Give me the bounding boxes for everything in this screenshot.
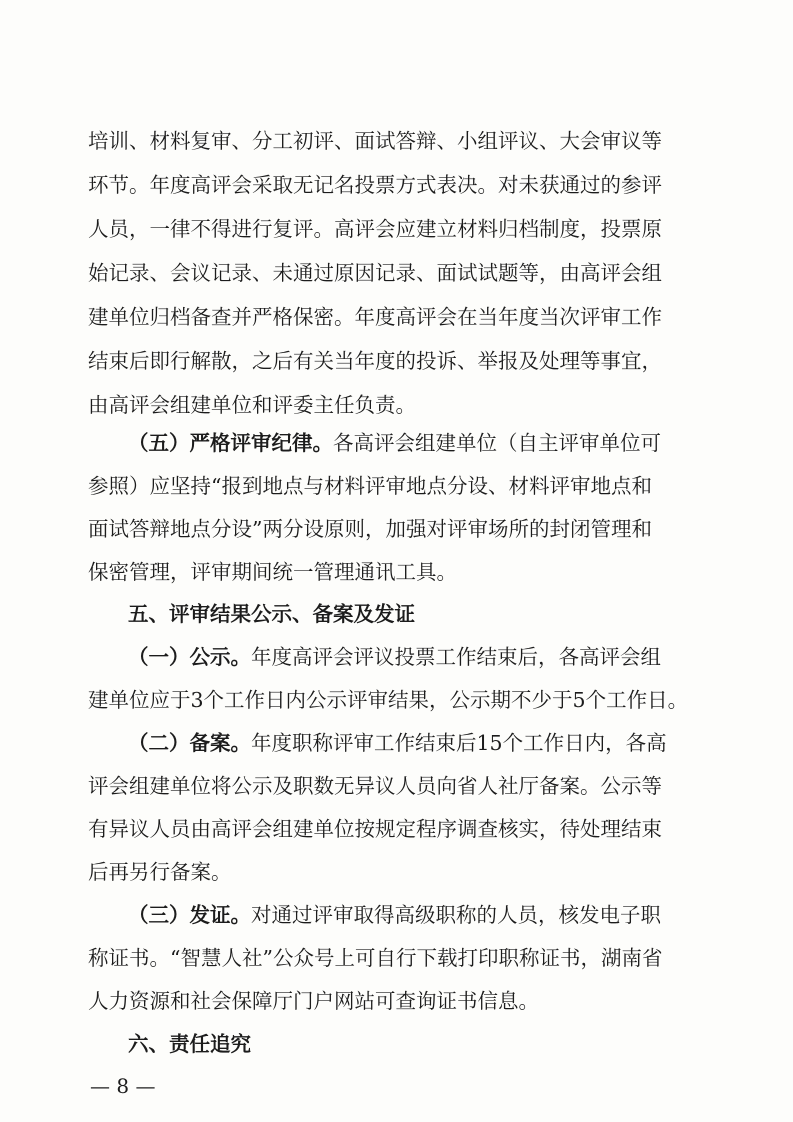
body-line: 人员，一律不得进行复评。高评会应建立材料归档制度，投票原 (88, 217, 662, 241)
section-heading-5: 五、评审结果公示、备案及发证 (128, 602, 415, 626)
body-line: 保密管理，评审期间统一管理通讯工具。 (88, 560, 457, 584)
paragraph-filing (128, 729, 700, 757)
body-line: 评会组建单位将公示及职数无异议人员向省人社厅备案。公示等 (88, 774, 662, 798)
body-line: 建单位归档备查并严格保密。年度高评会在当年度当次评审工作 (88, 305, 662, 329)
body-line: 参照）应坚持“报到地点与材料评审地点分设、材料评审地点和 (88, 474, 652, 498)
body-line: 培训、材料复审、分工初评、面试答辩、小组评议、大会审议等 (88, 129, 662, 153)
body-line: 由高评会组建单位和评委主任负责。 (88, 393, 416, 417)
section-heading-6: 六、责任追究 (128, 1032, 251, 1056)
body-line: 结束后即行解散，之后有关当年度的投诉、举报及处理等事宜， (88, 349, 662, 373)
body-text: 年度职称评审工作结束后15个工作日内，各高 (251, 731, 667, 755)
body-text: 各高评会组建单位（自主评审单位可 (333, 431, 661, 455)
body-line: 环节。年度高评会采取无记名投票方式表决。对未获通过的参评 (88, 173, 662, 197)
body-text: 年度高评会评议投票工作结束后，各高评会组 (251, 645, 661, 669)
paragraph-certificate (128, 901, 700, 929)
body-line: 称证书。“智慧人社”公众号上可自行下载打印职称证书，湖南省 (88, 946, 663, 970)
body-line: 面试答辩地点分设”两分设原则，加强对评审场所的封闭管理和 (88, 517, 652, 541)
body-line: 建单位应于3个工作日内公示评审结果，公示期不少于5个工作日。 (88, 688, 689, 712)
body-line: 人力资源和社会保障厅门户网站可查询证书信息。 (88, 989, 539, 1013)
page-number: — 8 — (90, 1074, 156, 1098)
subheading-publicity: （一）公示。 (128, 645, 251, 669)
body-line: 始记录、会议记录、未通过原因记录、面试试题等，由高评会组 (88, 261, 662, 285)
body-text: 对通过评审取得高级职称的人员，核发电子职 (251, 903, 661, 927)
paragraph-review-discipline (128, 429, 700, 457)
subheading-review-discipline: （五）严格评审纪律。 (128, 431, 333, 455)
body-line: 后再另行备案。 (88, 860, 232, 884)
subheading-filing: （二）备案。 (128, 731, 251, 755)
body-line: 有异议人员由高评会组建单位按规定程序调查核实，待处理结束 (88, 817, 662, 841)
subheading-certificate: （三）发证。 (128, 903, 251, 927)
paragraph-publicity (128, 643, 700, 671)
